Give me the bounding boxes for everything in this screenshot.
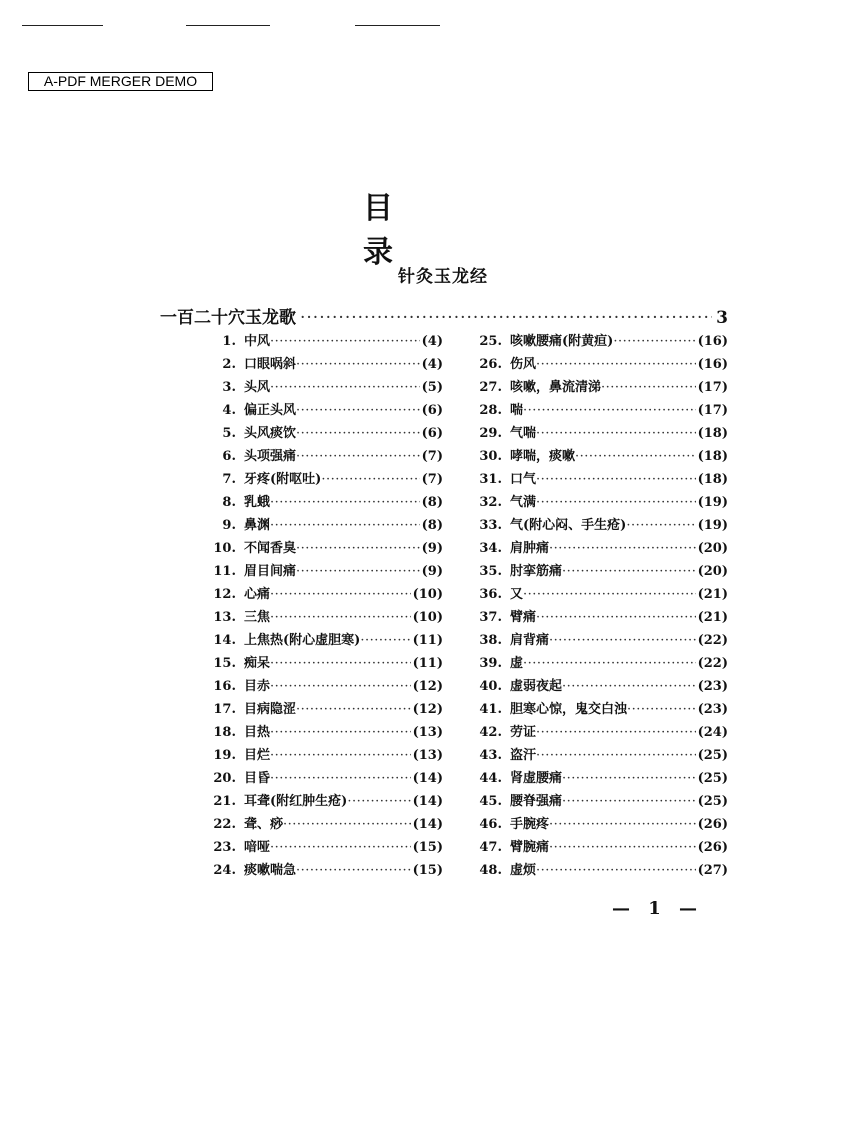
entry-title: 三焦: [244, 610, 271, 625]
entry-page: (16): [697, 357, 728, 372]
leader-dots: [270, 748, 411, 763]
entry-page: (20): [697, 564, 728, 579]
toc-entry: [200, 767, 443, 790]
toc-entry: [200, 836, 443, 859]
entry-page: (13): [412, 725, 443, 740]
entry-number: 1.: [222, 334, 236, 349]
entry-title: 肾虚腰痛: [510, 771, 563, 786]
entry-number: 11.: [213, 564, 236, 579]
leader-dots: [627, 702, 696, 717]
leader-dots: [347, 794, 410, 809]
entry-title: 喑哑: [244, 840, 271, 855]
entry-page: (27): [697, 863, 728, 878]
toc-entry: [466, 491, 728, 514]
entry-title: 虚: [510, 656, 524, 671]
leader-dots: [360, 633, 410, 648]
entry-page: (25): [697, 794, 728, 809]
leader-dots: [613, 334, 695, 349]
entry-title: 咳嗽，鼻流清涕: [510, 380, 602, 395]
leader-dots: [270, 771, 411, 786]
entry-page: (26): [697, 817, 728, 832]
entry-title: 盗汗: [510, 748, 537, 763]
leader-dots: [296, 449, 420, 464]
entry-title: 心痛: [244, 587, 271, 602]
toc-entry: [200, 491, 443, 514]
leader-dots: [270, 840, 411, 855]
entry-page: (6): [421, 403, 443, 418]
entry-title: 聋、痧: [244, 817, 284, 832]
entry-title: 目病隐涩: [244, 702, 297, 717]
leader-dots: [321, 472, 419, 487]
entry-number: 32.: [479, 495, 502, 510]
toc-entry: [466, 468, 728, 491]
entry-page: (18): [697, 426, 728, 441]
leader-dots: [296, 357, 420, 372]
leader-dots: [523, 403, 696, 418]
entry-title: 目昏: [244, 771, 271, 786]
leader-dots: [536, 426, 696, 441]
leader-dots: [523, 587, 696, 602]
entry-title: 头风痰饮: [244, 426, 297, 441]
entry-number: 24.: [213, 863, 236, 878]
entry-page: (26): [697, 840, 728, 855]
toc-entry: [200, 445, 443, 468]
entry-number: 2.: [222, 357, 236, 372]
toc-entry: [466, 629, 728, 652]
entry-title: 头项强痛: [244, 449, 297, 464]
entry-number: 17.: [213, 702, 236, 717]
entry-title: 口气: [510, 472, 537, 487]
entry-number: 44.: [479, 771, 502, 786]
entry-number: 8.: [222, 495, 236, 510]
toc-entry: [200, 468, 443, 491]
leader-dots: [549, 633, 696, 648]
book-subtitle: 针灸玉龙经: [398, 267, 488, 287]
leader-dots: [536, 357, 696, 372]
entry-title: 耳聋(附红肿生疮): [244, 794, 348, 809]
entry-page: (20): [697, 541, 728, 556]
entry-page: (10): [412, 587, 443, 602]
entry-page: (14): [412, 794, 443, 809]
entry-number: 18.: [213, 725, 236, 740]
entry-title: 偏正头风: [244, 403, 297, 418]
toc-entry: [466, 767, 728, 790]
entry-number: 10.: [213, 541, 236, 556]
entry-title: 鼻渊: [244, 518, 271, 533]
entry-page: (18): [697, 472, 728, 487]
entry-number: 3.: [222, 380, 236, 395]
entry-title: 肩肿痛: [510, 541, 550, 556]
entry-page: (10): [412, 610, 443, 625]
header-rule: [22, 25, 103, 26]
entry-page: (8): [421, 518, 443, 533]
leader-dots: [283, 817, 411, 832]
toc-entry: [200, 560, 443, 583]
entry-page: (15): [412, 863, 443, 878]
leader-dots: [626, 518, 695, 533]
toc-entry: [466, 721, 728, 744]
entry-number: 45.: [479, 794, 502, 809]
entry-page: (24): [697, 725, 728, 740]
toc-entry: [200, 698, 443, 721]
entry-title: 虚烦: [510, 863, 537, 878]
leader-dots: [536, 748, 696, 763]
entry-page: (23): [697, 679, 728, 694]
entry-number: 20.: [213, 771, 236, 786]
entry-number: 26.: [479, 357, 502, 372]
toc-entry: [200, 813, 443, 836]
toc-entry: [200, 744, 443, 767]
leader-dots: [549, 541, 696, 556]
entry-title: 痴呆: [244, 656, 271, 671]
entry-page: (17): [697, 403, 728, 418]
entry-title: 乳蛾: [244, 495, 271, 510]
toc-entry: [200, 537, 443, 560]
entry-title: 气满: [510, 495, 537, 510]
entry-title: 臂腕痛: [510, 840, 550, 855]
toc-entry: [466, 859, 728, 882]
entry-page: (19): [697, 518, 728, 533]
toc-entry: [200, 353, 443, 376]
entry-number: 6.: [222, 449, 236, 464]
entry-page: (14): [412, 771, 443, 786]
entry-title: 臂痛: [510, 610, 537, 625]
entry-page: (12): [412, 702, 443, 717]
toc-entry: [200, 859, 443, 882]
entry-title: 目烂: [244, 748, 271, 763]
leader-dots: [575, 449, 696, 464]
entry-title: 目赤: [244, 679, 271, 694]
entry-number: 36.: [479, 587, 502, 602]
entry-number: 42.: [479, 725, 502, 740]
entry-page: (4): [421, 334, 443, 349]
entry-title: 喘: [510, 403, 524, 418]
entry-number: 5.: [222, 426, 236, 441]
page-title: 目录: [363, 191, 445, 270]
entry-page: (7): [421, 449, 443, 464]
entry-page: (11): [412, 633, 443, 648]
section-page: 3: [716, 308, 728, 328]
leader-dots: [270, 587, 411, 602]
entry-number: 46.: [479, 817, 502, 832]
toc-entry: [466, 813, 728, 836]
entry-page: (6): [421, 426, 443, 441]
entry-page: (22): [697, 633, 728, 648]
toc-entry: [200, 790, 443, 813]
toc-entry: [466, 698, 728, 721]
entry-title: 腰脊强痛: [510, 794, 563, 809]
toc-entry: [200, 721, 443, 744]
section-label: 一百二十穴玉龙歌: [160, 308, 296, 328]
toc-entry: [466, 790, 728, 813]
entry-number: 23.: [213, 840, 236, 855]
entry-page: (16): [697, 334, 728, 349]
leader-dots: [270, 334, 420, 349]
toc-right-column: [466, 330, 728, 882]
toc-entry: [466, 537, 728, 560]
entry-title: 咳嗽腰痛(附黄疸): [510, 334, 614, 349]
entry-page: (14): [412, 817, 443, 832]
entry-number: 33.: [479, 518, 502, 533]
entry-page: (21): [697, 587, 728, 602]
leader-dots: [549, 817, 696, 832]
entry-number: 37.: [479, 610, 502, 625]
leader-dots: [536, 610, 696, 625]
leader-dots: [536, 495, 696, 510]
entry-page: (13): [412, 748, 443, 763]
entry-number: 39.: [479, 656, 502, 671]
entry-number: 34.: [479, 541, 502, 556]
entry-page: (17): [697, 380, 728, 395]
entry-number: 29.: [479, 426, 502, 441]
entry-title: 伤风: [510, 357, 537, 372]
leader-dots: [270, 656, 411, 671]
page-number: — 1 —: [612, 898, 704, 919]
entry-page: (18): [697, 449, 728, 464]
entry-page: (15): [412, 840, 443, 855]
entry-title: 气喘: [510, 426, 537, 441]
entry-page: (4): [421, 357, 443, 372]
leader-dots: [562, 679, 696, 694]
entry-number: 48.: [479, 863, 502, 878]
entry-number: 22.: [213, 817, 236, 832]
entry-number: 28.: [479, 403, 502, 418]
entry-title: 口眼㖞斜: [244, 357, 297, 372]
entry-page: (5): [421, 380, 443, 395]
toc-entry: [466, 422, 728, 445]
entry-page: (11): [412, 656, 443, 671]
entry-number: 31.: [479, 472, 502, 487]
entry-page: (9): [421, 564, 443, 579]
leader-dots: [536, 472, 696, 487]
entry-number: 25.: [479, 334, 502, 349]
leader-dots: [300, 308, 712, 328]
leader-dots: [296, 403, 420, 418]
leader-dots: [523, 656, 696, 671]
toc-entry: [466, 399, 728, 422]
entry-number: 38.: [479, 633, 502, 648]
leader-dots: [562, 794, 696, 809]
entry-page: (8): [421, 495, 443, 510]
toc-left-column: [200, 330, 443, 882]
toc-entry: [466, 353, 728, 376]
entry-title: 上焦热(附心虚胆寒): [244, 633, 361, 648]
entry-title: 牙疼(附呕吐): [244, 472, 322, 487]
entry-number: 27.: [479, 380, 502, 395]
entry-number: 16.: [213, 679, 236, 694]
toc-entry: [200, 330, 443, 353]
entry-title: 气(附心闷、手生疮): [510, 518, 627, 533]
toc-entry: [466, 606, 728, 629]
entry-number: 7.: [222, 472, 236, 487]
entry-page: (25): [697, 771, 728, 786]
entry-title: 肘挛筋痛: [510, 564, 563, 579]
entry-page: (19): [697, 495, 728, 510]
entry-page: (25): [697, 748, 728, 763]
entry-page: (23): [697, 702, 728, 717]
leader-dots: [601, 380, 696, 395]
toc-entry: [200, 652, 443, 675]
watermark-label: A-PDF MERGER DEMO: [28, 72, 213, 91]
entry-number: 14.: [213, 633, 236, 648]
entry-title: 虚弱夜起: [510, 679, 563, 694]
entry-title: 目热: [244, 725, 271, 740]
section-entry: [160, 303, 728, 328]
entry-number: 47.: [479, 840, 502, 855]
toc-entry: [200, 606, 443, 629]
toc-entry: [200, 583, 443, 606]
leader-dots: [549, 840, 696, 855]
toc-entry: [466, 514, 728, 537]
entry-page: (7): [421, 472, 443, 487]
toc-entry: [466, 744, 728, 767]
toc-entry: [466, 445, 728, 468]
leader-dots: [562, 771, 696, 786]
entry-number: 35.: [479, 564, 502, 579]
leader-dots: [270, 725, 411, 740]
leader-dots: [296, 702, 411, 717]
toc-entry: [466, 560, 728, 583]
header-rule: [186, 25, 270, 26]
toc-entry: [466, 675, 728, 698]
leader-dots: [296, 541, 420, 556]
toc-entry: [200, 675, 443, 698]
toc-entry: [466, 836, 728, 859]
toc-entry: [200, 629, 443, 652]
entry-number: 21.: [213, 794, 236, 809]
leader-dots: [536, 725, 696, 740]
leader-dots: [270, 495, 420, 510]
leader-dots: [270, 679, 411, 694]
leader-dots: [536, 863, 696, 878]
entry-title: 又: [510, 587, 524, 602]
leader-dots: [296, 564, 420, 579]
leader-dots: [296, 863, 411, 878]
toc-entry: [466, 652, 728, 675]
entry-number: 40.: [479, 679, 502, 694]
toc-entry: [200, 514, 443, 537]
entry-title: 不闻香臭: [244, 541, 297, 556]
entry-number: 12.: [213, 587, 236, 602]
entry-title: 哮喘，痰嗽: [510, 449, 576, 464]
entry-number: 41.: [479, 702, 502, 717]
entry-number: 30.: [479, 449, 502, 464]
entry-page: (21): [697, 610, 728, 625]
leader-dots: [562, 564, 696, 579]
leader-dots: [270, 610, 411, 625]
entry-number: 13.: [213, 610, 236, 625]
leader-dots: [270, 518, 420, 533]
leader-dots: [270, 380, 420, 395]
entry-title: 肩背痛: [510, 633, 550, 648]
entry-title: 头风: [244, 380, 271, 395]
header-rule: [355, 25, 440, 26]
entry-page: (22): [697, 656, 728, 671]
toc-entry: [200, 422, 443, 445]
entry-title: 手腕疼: [510, 817, 550, 832]
entry-title: 痰嗽喘急: [244, 863, 297, 878]
toc-entry: [200, 376, 443, 399]
entry-number: 19.: [213, 748, 236, 763]
leader-dots: [296, 426, 420, 441]
entry-title: 胆寒心惊，鬼交白浊: [510, 702, 628, 717]
toc-entry: [466, 376, 728, 399]
entry-title: 劳证: [510, 725, 537, 740]
entry-number: 9.: [222, 518, 236, 533]
toc-entry: [466, 330, 728, 353]
entry-title: 眉目间痛: [244, 564, 297, 579]
entry-number: 4.: [222, 403, 236, 418]
toc-entry: [200, 399, 443, 422]
entry-number: 15.: [213, 656, 236, 671]
entry-title: 中风: [244, 334, 271, 349]
entry-page: (12): [412, 679, 443, 694]
toc-entry: [466, 583, 728, 606]
entry-page: (9): [421, 541, 443, 556]
entry-number: 43.: [479, 748, 502, 763]
